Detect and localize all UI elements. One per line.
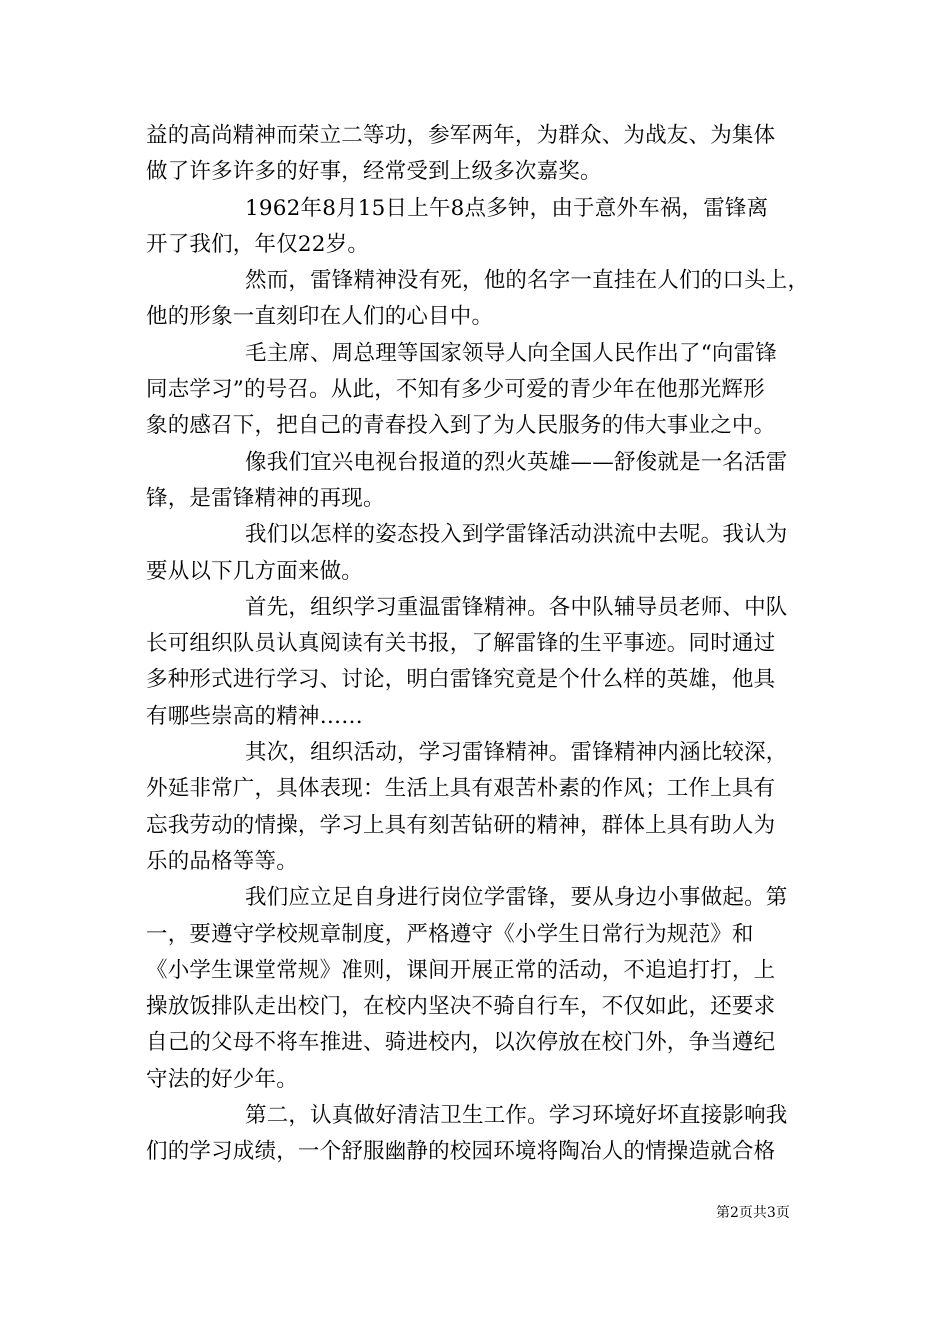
- text-line: 多种形式进行学习、讨论，明白雷锋究竟是个什么样的英雄，他具: [146, 667, 776, 693]
- text-line: 我们以怎样的姿态投入到学雷锋活动洪流中去呢。我认为: [245, 522, 788, 548]
- text-line: 益的高尚精神而荣立二等功，参军两年，为群众、为战友、为集体: [146, 123, 776, 148]
- text-line: 毛主席、周总理等国家领导人向全国人民作出了“向雷锋: [245, 340, 777, 366]
- text-line: 首先，组织学习重温雷锋精神。各中队辅导员老师、中队: [245, 594, 788, 620]
- text-line: 们的学习成绩，一个舒服幽静的校园环境将陶冶人的情操造就合格: [146, 1139, 776, 1165]
- text-line: 《小学生课堂常规》准则，课间开展正常的活动，不追追打打，上: [146, 957, 776, 983]
- text-line: 有哪些崇高的精神……: [146, 703, 364, 729]
- text-line: 其次，组织活动，学习雷锋精神。雷锋精神内涵比较深，: [245, 740, 788, 766]
- text-line: 操放饭排队走出校门，在校内坚决不骑自行车，不仅如此，还要求: [146, 994, 776, 1020]
- text-line: 同志学习”的号召。从此，不知有多少可爱的青少年在他那光辉形: [146, 377, 765, 403]
- text-line: 开了我们，年仅22岁。: [146, 231, 370, 257]
- text-line: 做了许多许多的好事，经常受到上级多次嘉奖。: [146, 159, 602, 185]
- text-line: 一，要遵守学校规章制度，严格遵守《小学生日常行为规范》和: [146, 921, 754, 947]
- text-line: 要从以下几方面来做。: [146, 558, 364, 584]
- text-line: 守法的好少年。: [146, 1066, 298, 1092]
- text-line: 外延非常广，具体表现：生活上具有艰苦朴素的作风；工作上具有: [146, 776, 776, 802]
- text-line: 然而，雷锋精神没有死，他的名字一直挂在人们的口头上，: [245, 268, 810, 294]
- text-line: 象的感召下，把自己的青春投入到了为人民服务的伟大事业之中。: [146, 413, 776, 439]
- document-body: [146, 118, 810, 1171]
- text-line: 像我们宜兴电视台报道的烈火英雄——舒俊就是一名活雷: [245, 449, 788, 475]
- text-line: 乐的品格等等。: [146, 848, 298, 874]
- page-number-footer: 第2页共3页: [716, 1205, 790, 1221]
- text-line: 我们应立足自身进行岗位学雷锋，要从身边小事做起。第: [245, 885, 788, 911]
- text-line: 自己的父母不将车推进、骑进校内，以次停放在校门外，争当遵纪: [146, 1030, 776, 1056]
- text-line: 他的形象一直刻印在人们的心目中。: [146, 304, 494, 330]
- text-line: 锋，是雷锋精神的再现。: [146, 485, 385, 511]
- text-line: 1962年8月15日上午8点多钟，由于意外车祸，雷锋离: [245, 195, 769, 221]
- text-line: 忘我劳动的情操，学习上具有刻苦钻研的精神，群体上具有助人为: [146, 812, 776, 838]
- text-line: 长可组织队员认真阅读有关书报，了解雷锋的生平事迹。同时通过: [146, 631, 776, 657]
- text-line: 第二，认真做好清洁卫生工作。学习环境好坏直接影响我: [245, 1103, 788, 1129]
